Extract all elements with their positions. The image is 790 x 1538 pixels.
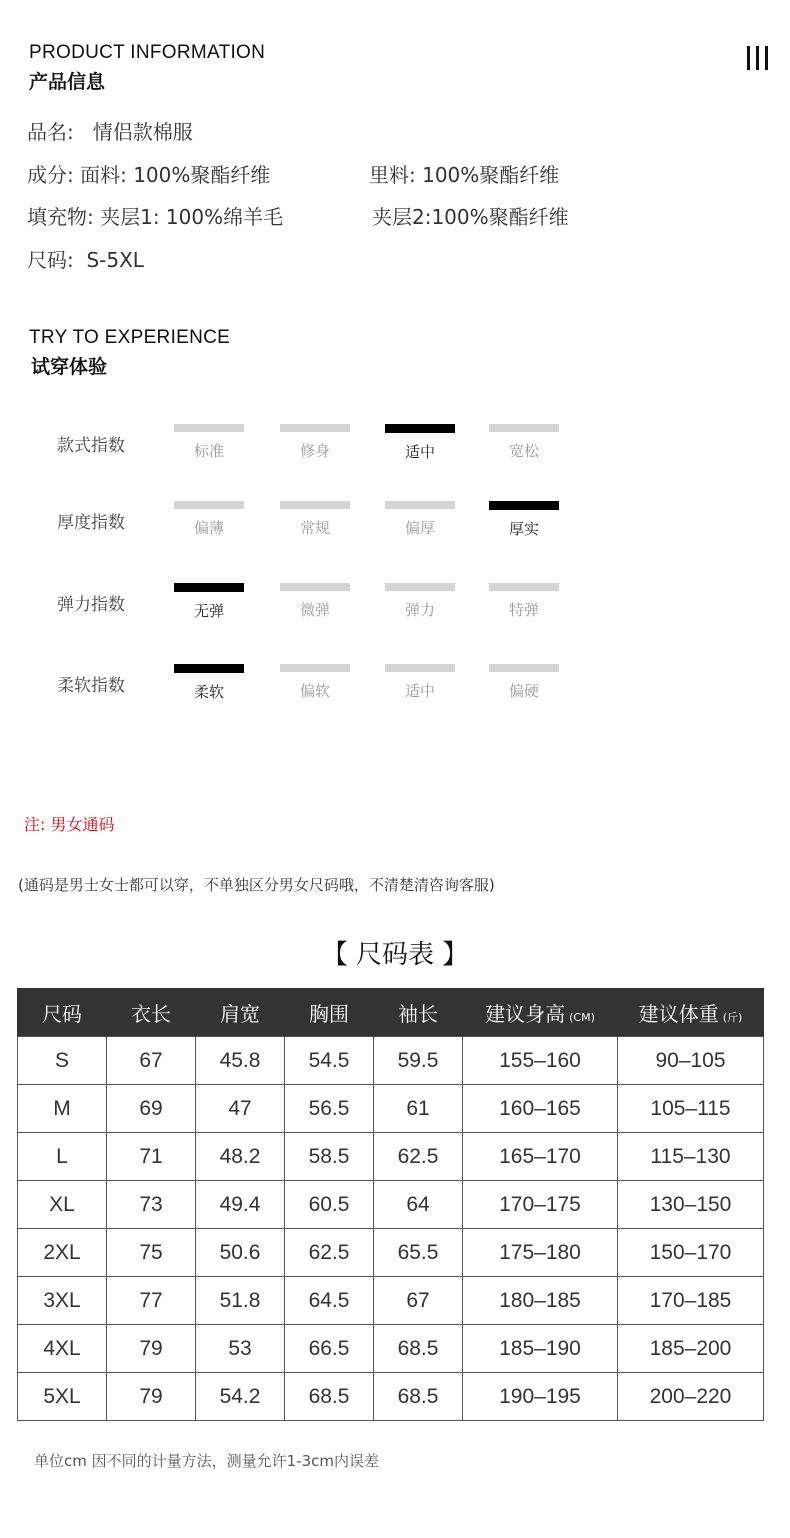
index-option bbox=[280, 501, 350, 538]
index-option bbox=[174, 501, 244, 538]
table-cell: 79 bbox=[107, 1373, 196, 1421]
table-cell: 61 bbox=[374, 1085, 463, 1133]
index-option bbox=[489, 664, 559, 701]
table-cell: 150–170 bbox=[618, 1229, 764, 1277]
table-row bbox=[18, 1229, 764, 1277]
table-cell: 77 bbox=[107, 1277, 196, 1325]
size-chart-header-row bbox=[18, 988, 764, 1037]
index-option bbox=[489, 424, 559, 461]
index-option-label: 适中 bbox=[404, 443, 435, 461]
table-cell: 51.8 bbox=[196, 1277, 285, 1325]
size-chart-header-cell bbox=[618, 988, 764, 1037]
info-sizes: 尺码: S-5XL bbox=[27, 248, 144, 272]
info-layer2: 夹层2:100%聚酯纤维 bbox=[372, 205, 569, 229]
index-option-label: 弹力 bbox=[404, 601, 435, 619]
index-option bbox=[280, 583, 350, 620]
index-option-label: 无弹 bbox=[193, 602, 224, 620]
table-cell: 53 bbox=[196, 1325, 285, 1373]
table-cell: 65.5 bbox=[374, 1229, 463, 1277]
header-label: 衣长 bbox=[131, 1001, 171, 1026]
index-option bbox=[174, 664, 244, 702]
table-cell: 62.5 bbox=[374, 1133, 463, 1181]
table-cell: 66.5 bbox=[285, 1325, 374, 1373]
experience-heading-en: TRY TO EXPERIENCE bbox=[29, 327, 231, 348]
index-bar bbox=[489, 424, 559, 432]
table-cell: 130–150 bbox=[618, 1181, 764, 1229]
index-option-label: 特弹 bbox=[508, 601, 539, 619]
index-option-label: 常规 bbox=[299, 519, 330, 537]
header-label: 肩宽 bbox=[220, 1001, 260, 1026]
index-option bbox=[385, 664, 455, 701]
header-label: 袖长 bbox=[398, 1001, 438, 1026]
index-bar bbox=[174, 501, 244, 509]
table-cell: 71 bbox=[107, 1133, 196, 1181]
index-option-label: 偏厚 bbox=[404, 519, 435, 537]
table-cell: 160–165 bbox=[463, 1085, 618, 1133]
index-bar-selected bbox=[174, 664, 244, 673]
index-bar bbox=[385, 501, 455, 509]
table-cell: 185–190 bbox=[463, 1325, 618, 1373]
product-info-heading-en: PRODUCT INFORMATION bbox=[29, 42, 266, 63]
table-row bbox=[18, 1277, 764, 1325]
table-cell: 170–175 bbox=[463, 1181, 618, 1229]
index-bar bbox=[280, 583, 350, 591]
table-cell: 200–220 bbox=[618, 1373, 764, 1421]
size-chart-header-cell bbox=[374, 988, 463, 1037]
info-filling: 填充物: 夹层1: 100%绵羊毛 bbox=[27, 205, 284, 229]
table-cell: XL bbox=[18, 1181, 107, 1229]
index-option-label: 修身 bbox=[299, 442, 330, 460]
table-row bbox=[18, 1085, 764, 1133]
index-option-label: 适中 bbox=[404, 682, 435, 700]
table-cell: 2XL bbox=[18, 1229, 107, 1277]
size-chart-header-cell bbox=[463, 988, 618, 1037]
index-option bbox=[489, 501, 559, 539]
table-cell: 165–170 bbox=[463, 1133, 618, 1181]
index-bar bbox=[489, 583, 559, 591]
header-unit: (斤) bbox=[722, 1010, 743, 1024]
index-label: 厚度指数 bbox=[57, 513, 125, 533]
table-row bbox=[18, 1373, 764, 1421]
index-option bbox=[385, 583, 455, 620]
index-bar bbox=[385, 664, 455, 672]
table-cell: 68.5 bbox=[374, 1325, 463, 1373]
index-bar-selected bbox=[489, 501, 559, 510]
table-cell: 64.5 bbox=[285, 1277, 374, 1325]
size-chart-header-cell bbox=[196, 988, 285, 1037]
index-option-label: 微弹 bbox=[299, 601, 330, 619]
index-bar bbox=[280, 501, 350, 509]
table-cell: 60.5 bbox=[285, 1181, 374, 1229]
table-cell: 190–195 bbox=[463, 1373, 618, 1421]
table-row bbox=[18, 1037, 764, 1085]
index-label: 柔软指数 bbox=[57, 676, 125, 696]
table-cell: 48.2 bbox=[196, 1133, 285, 1181]
info-product-name: 品名: 情侣款棉服 bbox=[27, 120, 193, 144]
index-option-label: 标准 bbox=[193, 442, 224, 460]
index-bar bbox=[385, 583, 455, 591]
index-label: 款式指数 bbox=[57, 436, 125, 456]
table-cell: 47 bbox=[196, 1085, 285, 1133]
table-cell: 4XL bbox=[18, 1325, 107, 1373]
table-cell: 170–185 bbox=[618, 1277, 764, 1325]
index-option bbox=[385, 424, 455, 462]
table-cell: 115–130 bbox=[618, 1133, 764, 1181]
index-bar bbox=[489, 664, 559, 672]
table-cell: 69 bbox=[107, 1085, 196, 1133]
experience-heading-cn: 试穿体验 bbox=[31, 356, 108, 378]
table-cell: 3XL bbox=[18, 1277, 107, 1325]
size-chart-table bbox=[17, 988, 764, 1421]
table-cell: 49.4 bbox=[196, 1181, 285, 1229]
size-chart-title: 【 尺码表 】 bbox=[321, 940, 469, 970]
index-option-label: 宽松 bbox=[508, 442, 539, 460]
index-option bbox=[280, 664, 350, 701]
index-label: 弹力指数 bbox=[57, 595, 125, 615]
table-cell: 185–200 bbox=[618, 1325, 764, 1373]
table-cell: 68.5 bbox=[285, 1373, 374, 1421]
table-cell: 68.5 bbox=[374, 1373, 463, 1421]
size-chart-header-cell bbox=[107, 988, 196, 1037]
table-cell: 59.5 bbox=[374, 1037, 463, 1085]
table-row bbox=[18, 1325, 764, 1373]
table-row bbox=[18, 1133, 764, 1181]
index-option-label: 偏软 bbox=[299, 682, 330, 700]
table-cell: 56.5 bbox=[285, 1085, 374, 1133]
table-cell: 54.5 bbox=[285, 1037, 374, 1085]
table-cell: 54.2 bbox=[196, 1373, 285, 1421]
index-option-label: 偏硬 bbox=[508, 682, 539, 700]
index-option bbox=[280, 424, 350, 461]
header-label: 胸围 bbox=[309, 1001, 349, 1026]
index-option-label: 厚实 bbox=[508, 520, 539, 538]
table-cell: 45.8 bbox=[196, 1037, 285, 1085]
table-cell: 5XL bbox=[18, 1373, 107, 1421]
index-bar-selected bbox=[174, 583, 244, 592]
unisex-note: 注: 男女通码 bbox=[24, 815, 115, 834]
index-bar bbox=[280, 424, 350, 432]
table-cell: 64 bbox=[374, 1181, 463, 1229]
table-cell: 155–160 bbox=[463, 1037, 618, 1085]
table-cell: 79 bbox=[107, 1325, 196, 1373]
measurement-footnote: 单位cm 因不同的计量方法，测量允许1-3cm内误差 bbox=[34, 1452, 379, 1470]
unisex-explanation: (通码是男士女士都可以穿，不单独区分男女尺码哦，不清楚清咨询客服) bbox=[18, 876, 495, 894]
product-info-heading-cn: 产品信息 bbox=[29, 71, 106, 93]
table-cell: 67 bbox=[107, 1037, 196, 1085]
index-option bbox=[489, 583, 559, 620]
table-cell: 58.5 bbox=[285, 1133, 374, 1181]
table-cell: 50.6 bbox=[196, 1229, 285, 1277]
index-bar bbox=[280, 664, 350, 672]
table-cell: 180–185 bbox=[463, 1277, 618, 1325]
index-option bbox=[174, 583, 244, 621]
table-cell: S bbox=[18, 1037, 107, 1085]
table-cell: 73 bbox=[107, 1181, 196, 1229]
index-option-label: 偏薄 bbox=[193, 519, 224, 537]
size-chart-header-cell bbox=[285, 988, 374, 1037]
header-label: 建议体重 bbox=[638, 1001, 719, 1026]
size-chart-header-cell bbox=[18, 988, 107, 1037]
index-option bbox=[385, 501, 455, 538]
index-bar bbox=[174, 424, 244, 432]
index-bar-selected bbox=[385, 424, 455, 433]
table-row bbox=[18, 1181, 764, 1229]
table-cell: 175–180 bbox=[463, 1229, 618, 1277]
header-label: 尺码 bbox=[42, 1001, 82, 1026]
info-composition: 成分: 面料: 100%聚酯纤维 bbox=[27, 163, 271, 187]
info-lining: 里料: 100%聚酯纤维 bbox=[369, 163, 560, 187]
table-cell: 62.5 bbox=[285, 1229, 374, 1277]
header-label: 建议身高 bbox=[485, 1001, 566, 1026]
index-option-label: 柔软 bbox=[193, 683, 224, 701]
index-option bbox=[174, 424, 244, 461]
table-cell: M bbox=[18, 1085, 107, 1133]
table-cell: L bbox=[18, 1133, 107, 1181]
menu-icon bbox=[746, 46, 770, 72]
table-cell: 90–105 bbox=[618, 1037, 764, 1085]
table-cell: 75 bbox=[107, 1229, 196, 1277]
table-cell: 67 bbox=[374, 1277, 463, 1325]
header-unit: (CM) bbox=[569, 1010, 595, 1024]
table-cell: 105–115 bbox=[618, 1085, 764, 1133]
